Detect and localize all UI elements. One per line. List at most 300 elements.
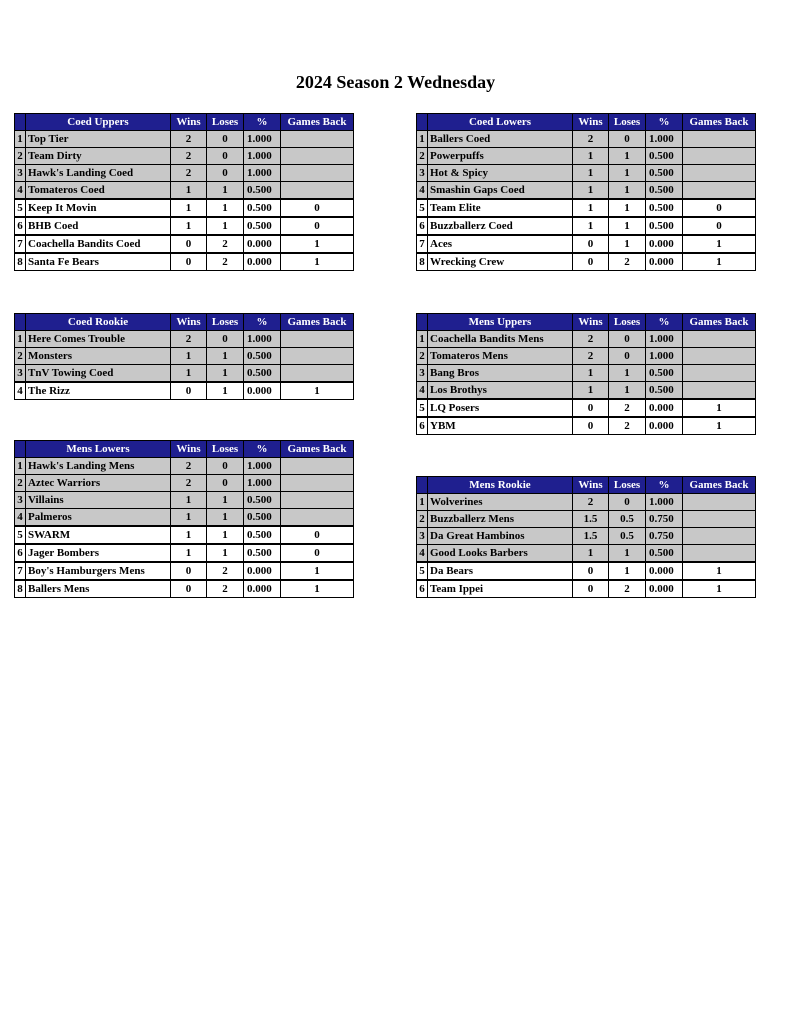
wins-cell: 1	[171, 544, 207, 562]
team-name-cell: Top Tier	[26, 131, 171, 148]
loses-cell: 2	[207, 235, 244, 253]
loses-cell: 1	[609, 182, 646, 200]
team-name-cell: Monsters	[26, 348, 171, 365]
wins-cell: 0	[573, 562, 609, 580]
wins-cell: 2	[171, 148, 207, 165]
rank-cell: 7	[15, 235, 26, 253]
rank-cell: 1	[15, 131, 26, 148]
games-back-cell: 1	[281, 235, 354, 253]
wins-cell: 0	[573, 417, 609, 435]
games-back-cell: 1	[683, 580, 756, 598]
table-row	[417, 217, 756, 235]
pct-cell: 0.000	[646, 253, 683, 271]
pct-cell: 0.000	[646, 399, 683, 417]
pct-cell: 1.000	[244, 475, 281, 492]
games-back-cell	[683, 165, 756, 182]
games-back-header: Games Back	[683, 114, 756, 131]
wins-cell: 1	[171, 365, 207, 383]
rank-header	[417, 477, 428, 494]
games-back-header: Games Back	[683, 477, 756, 494]
rank-cell: 8	[417, 253, 428, 271]
pct-cell: 0.500	[244, 199, 281, 217]
team-name-cell: Good Looks Barbers	[428, 545, 573, 563]
table-row	[15, 475, 354, 492]
mens-rookie-table	[416, 476, 756, 598]
team-name-cell: Team Dirty	[26, 148, 171, 165]
wins-cell: 1	[171, 348, 207, 365]
loses-cell: 0	[207, 475, 244, 492]
division-name: Mens Rookie	[428, 477, 573, 494]
pct-cell: 1.000	[244, 331, 281, 348]
wins-cell: 0	[573, 253, 609, 271]
pct-cell: 0.000	[646, 235, 683, 253]
loses-cell: 0	[609, 331, 646, 348]
loses-cell: 1	[609, 382, 646, 400]
rank-cell: 5	[15, 526, 26, 544]
rank-header	[15, 114, 26, 131]
team-name-cell: Team Elite	[428, 199, 573, 217]
rank-cell: 1	[417, 131, 428, 148]
wins-cell: 0	[573, 235, 609, 253]
table-row	[15, 217, 354, 235]
games-back-cell	[683, 545, 756, 563]
team-name-cell: Wolverines	[428, 494, 573, 511]
rank-cell: 3	[15, 165, 26, 182]
table-header-row	[15, 314, 354, 331]
team-name-cell: Da Great Hambinos	[428, 528, 573, 545]
rank-cell: 4	[15, 182, 26, 200]
games-back-cell	[683, 511, 756, 528]
loses-header: Loses	[207, 314, 244, 331]
games-back-cell	[281, 458, 354, 475]
games-back-header: Games Back	[281, 114, 354, 131]
rank-cell: 2	[15, 348, 26, 365]
loses-cell: 0.5	[609, 528, 646, 545]
games-back-cell	[281, 492, 354, 509]
pct-cell: 0.500	[646, 382, 683, 400]
pct-cell: 0.000	[646, 417, 683, 435]
team-name-cell: Palmeros	[26, 509, 171, 527]
rank-cell: 4	[417, 545, 428, 563]
wins-cell: 1	[573, 365, 609, 382]
rank-cell: 2	[417, 348, 428, 365]
games-back-cell: 0	[683, 217, 756, 235]
games-back-cell	[281, 331, 354, 348]
team-name-cell: Coachella Bandits Mens	[428, 331, 573, 348]
table-row	[417, 165, 756, 182]
rank-cell: 3	[417, 165, 428, 182]
rank-cell: 2	[417, 148, 428, 165]
loses-header: Loses	[609, 114, 646, 131]
games-back-cell	[683, 331, 756, 348]
games-back-header: Games Back	[281, 314, 354, 331]
games-back-cell	[683, 131, 756, 148]
games-back-cell: 1	[281, 562, 354, 580]
table-row	[417, 399, 756, 417]
loses-cell: 2	[609, 580, 646, 598]
table-row	[15, 492, 354, 509]
rank-cell: 5	[15, 199, 26, 217]
table-header-row	[15, 441, 354, 458]
team-name-cell: The Rizz	[26, 382, 171, 400]
team-name-cell: YBM	[428, 417, 573, 435]
pct-cell: 1.000	[646, 131, 683, 148]
coed-rookie-table	[14, 313, 354, 400]
rank-cell: 6	[15, 544, 26, 562]
rank-cell: 2	[417, 511, 428, 528]
loses-cell: 1	[609, 562, 646, 580]
wins-cell: 1	[573, 545, 609, 563]
table-header-row	[417, 114, 756, 131]
rank-cell: 6	[417, 580, 428, 598]
team-name-cell: SWARM	[26, 526, 171, 544]
rank-cell: 1	[15, 331, 26, 348]
team-name-cell: Da Bears	[428, 562, 573, 580]
wins-cell: 0	[171, 580, 207, 598]
loses-cell: 0	[207, 148, 244, 165]
pct-cell: 0.000	[244, 235, 281, 253]
loses-cell: 2	[207, 580, 244, 598]
games-back-cell	[683, 148, 756, 165]
rank-cell: 5	[417, 562, 428, 580]
team-name-cell: Wrecking Crew	[428, 253, 573, 271]
table-row	[417, 494, 756, 511]
mens-uppers-table	[416, 313, 756, 435]
games-back-cell	[281, 365, 354, 383]
table-row	[417, 580, 756, 598]
table-row	[417, 253, 756, 271]
games-back-cell	[683, 382, 756, 400]
loses-cell: 1	[207, 526, 244, 544]
wins-cell: 2	[171, 331, 207, 348]
rank-cell: 5	[417, 399, 428, 417]
games-back-cell: 1	[683, 399, 756, 417]
rank-header	[15, 441, 26, 458]
wins-cell: 1	[171, 492, 207, 509]
loses-cell: 1	[609, 365, 646, 382]
table-row	[15, 526, 354, 544]
team-name-cell: Coachella Bandits Coed	[26, 235, 171, 253]
table-row	[417, 182, 756, 200]
wins-cell: 1	[573, 182, 609, 200]
wins-cell: 2	[171, 458, 207, 475]
loses-cell: 2	[609, 253, 646, 271]
team-name-cell: Keep It Movin	[26, 199, 171, 217]
table-row	[417, 545, 756, 563]
rank-cell: 2	[15, 148, 26, 165]
games-back-cell	[683, 365, 756, 382]
loses-cell: 0	[207, 331, 244, 348]
table-row	[15, 580, 354, 598]
pct-cell: 1.000	[244, 165, 281, 182]
wins-cell: 2	[573, 348, 609, 365]
pct-cell: 1.000	[244, 148, 281, 165]
pct-header: %	[244, 441, 281, 458]
team-name-cell: Powerpuffs	[428, 148, 573, 165]
wins-cell: 2	[573, 331, 609, 348]
wins-cell: 2	[171, 165, 207, 182]
rank-cell: 6	[417, 417, 428, 435]
games-back-header: Games Back	[683, 314, 756, 331]
wins-cell: 1.5	[573, 511, 609, 528]
loses-cell: 2	[609, 399, 646, 417]
loses-cell: 1	[207, 199, 244, 217]
table-row	[15, 331, 354, 348]
loses-cell: 1	[609, 165, 646, 182]
table-row	[15, 562, 354, 580]
games-back-cell	[683, 348, 756, 365]
team-name-cell: Bang Bros	[428, 365, 573, 382]
wins-cell: 2	[573, 494, 609, 511]
team-name-cell: Buzzballerz Coed	[428, 217, 573, 235]
loses-cell: 2	[207, 253, 244, 271]
wins-cell: 2	[171, 131, 207, 148]
wins-cell: 0	[573, 399, 609, 417]
team-name-cell: Team Ippei	[428, 580, 573, 598]
wins-cell: 1	[573, 199, 609, 217]
loses-cell: 1	[609, 235, 646, 253]
loses-cell: 0	[609, 494, 646, 511]
pct-cell: 0.500	[244, 348, 281, 365]
team-name-cell: Tomateros Coed	[26, 182, 171, 200]
pct-header: %	[646, 314, 683, 331]
games-back-cell	[281, 348, 354, 365]
table-row	[15, 509, 354, 527]
coed-lowers-table	[416, 113, 756, 271]
table-row	[15, 348, 354, 365]
rank-cell: 2	[15, 475, 26, 492]
loses-header: Loses	[207, 441, 244, 458]
rank-cell: 3	[417, 365, 428, 382]
wins-cell: 1	[171, 182, 207, 200]
table-row	[417, 348, 756, 365]
table-row	[417, 562, 756, 580]
games-back-cell: 0	[281, 199, 354, 217]
table-row	[417, 131, 756, 148]
table-row	[417, 148, 756, 165]
games-back-cell: 1	[281, 580, 354, 598]
pct-cell: 0.500	[244, 217, 281, 235]
rank-cell: 7	[15, 562, 26, 580]
rank-cell: 3	[417, 528, 428, 545]
table-row	[15, 544, 354, 562]
wins-cell: 1	[573, 165, 609, 182]
team-name-cell: Jager Bombers	[26, 544, 171, 562]
loses-cell: 1	[609, 545, 646, 563]
rank-header	[15, 314, 26, 331]
loses-header: Loses	[609, 314, 646, 331]
team-name-cell: BHB Coed	[26, 217, 171, 235]
loses-cell: 0.5	[609, 511, 646, 528]
games-back-cell: 0	[281, 217, 354, 235]
wins-cell: 1	[171, 217, 207, 235]
loses-cell: 0	[609, 348, 646, 365]
pct-cell: 0.750	[646, 511, 683, 528]
pct-cell: 0.000	[244, 580, 281, 598]
pct-cell: 0.500	[646, 217, 683, 235]
loses-cell: 0	[207, 165, 244, 182]
table-row	[417, 331, 756, 348]
table-row	[417, 417, 756, 435]
wins-header: Wins	[573, 477, 609, 494]
team-name-cell: Santa Fe Bears	[26, 253, 171, 271]
table-row	[417, 199, 756, 217]
pct-cell: 1.000	[646, 331, 683, 348]
rank-header	[417, 314, 428, 331]
pct-cell: 1.000	[646, 348, 683, 365]
pct-cell: 0.750	[646, 528, 683, 545]
loses-header: Loses	[207, 114, 244, 131]
wins-cell: 2	[171, 475, 207, 492]
coed-uppers-table	[14, 113, 354, 271]
pct-cell: 0.500	[646, 365, 683, 382]
loses-cell: 1	[207, 348, 244, 365]
table-row	[15, 148, 354, 165]
team-name-cell: Ballers Coed	[428, 131, 573, 148]
loses-cell: 1	[609, 199, 646, 217]
wins-header: Wins	[171, 314, 207, 331]
games-back-cell	[683, 528, 756, 545]
rank-cell: 4	[417, 382, 428, 400]
pct-header: %	[244, 314, 281, 331]
pct-cell: 0.500	[646, 148, 683, 165]
loses-cell: 1	[207, 382, 244, 400]
loses-cell: 0	[207, 131, 244, 148]
wins-cell: 1	[171, 526, 207, 544]
division-name: Coed Uppers	[26, 114, 171, 131]
rank-header	[417, 114, 428, 131]
pct-cell: 0.000	[244, 253, 281, 271]
rank-cell: 1	[15, 458, 26, 475]
wins-cell: 1.5	[573, 528, 609, 545]
rank-cell: 1	[417, 494, 428, 511]
table-row	[417, 511, 756, 528]
pct-header: %	[244, 114, 281, 131]
games-back-cell: 1	[281, 253, 354, 271]
division-name: Coed Lowers	[428, 114, 573, 131]
loses-cell: 1	[609, 217, 646, 235]
loses-cell: 1	[207, 509, 244, 527]
wins-cell: 0	[573, 580, 609, 598]
team-name-cell: Buzzballerz Mens	[428, 511, 573, 528]
team-name-cell: Hot & Spicy	[428, 165, 573, 182]
pct-cell: 0.500	[244, 509, 281, 527]
games-back-cell	[281, 165, 354, 182]
games-back-cell: 1	[683, 253, 756, 271]
loses-cell: 0	[609, 131, 646, 148]
loses-cell: 0	[207, 458, 244, 475]
rank-cell: 8	[15, 580, 26, 598]
pct-cell: 0.500	[244, 365, 281, 383]
team-name-cell: Los Brothys	[428, 382, 573, 400]
rank-cell: 6	[15, 217, 26, 235]
games-back-cell: 0	[683, 199, 756, 217]
team-name-cell: Smashin Gaps Coed	[428, 182, 573, 200]
pct-cell: 0.500	[646, 182, 683, 200]
pct-cell: 0.500	[646, 165, 683, 182]
team-name-cell: Tomateros Mens	[428, 348, 573, 365]
table-row	[15, 253, 354, 271]
wins-cell: 1	[573, 382, 609, 400]
team-name-cell: LQ Posers	[428, 399, 573, 417]
pct-cell: 0.500	[646, 545, 683, 563]
rank-cell: 4	[417, 182, 428, 200]
table-row	[15, 182, 354, 200]
pct-cell: 1.000	[244, 131, 281, 148]
games-back-cell	[683, 182, 756, 200]
loses-cell: 2	[609, 417, 646, 435]
table-header-row	[417, 477, 756, 494]
games-back-cell	[281, 475, 354, 492]
table-row	[15, 458, 354, 475]
table-row	[15, 199, 354, 217]
rank-cell: 6	[417, 217, 428, 235]
rank-cell: 4	[15, 382, 26, 400]
team-name-cell: Aces	[428, 235, 573, 253]
loses-cell: 1	[207, 492, 244, 509]
wins-header: Wins	[171, 114, 207, 131]
table-header-row	[417, 314, 756, 331]
pct-cell: 0.000	[244, 382, 281, 400]
table-row	[417, 528, 756, 545]
rank-cell: 7	[417, 235, 428, 253]
loses-cell: 1	[609, 148, 646, 165]
rank-cell: 3	[15, 365, 26, 383]
wins-cell: 1	[573, 148, 609, 165]
games-back-header: Games Back	[281, 441, 354, 458]
team-name-cell: Villains	[26, 492, 171, 509]
pct-cell: 0.500	[244, 526, 281, 544]
pct-cell: 0.500	[244, 492, 281, 509]
table-row	[15, 382, 354, 400]
games-back-cell: 0	[281, 544, 354, 562]
rank-cell: 8	[15, 253, 26, 271]
games-back-cell	[281, 131, 354, 148]
table-row	[15, 365, 354, 383]
rank-cell: 1	[417, 331, 428, 348]
loses-cell: 1	[207, 182, 244, 200]
games-back-cell	[281, 509, 354, 527]
page-title: 2024 Season 2 Wednesday	[295, 72, 496, 92]
pct-header: %	[646, 477, 683, 494]
wins-header: Wins	[171, 441, 207, 458]
wins-cell: 0	[171, 253, 207, 271]
team-name-cell: Aztec Warriors	[26, 475, 171, 492]
table-row	[417, 382, 756, 400]
division-name: Mens Uppers	[428, 314, 573, 331]
team-name-cell: Here Comes Trouble	[26, 331, 171, 348]
table-row	[15, 165, 354, 182]
wins-cell: 0	[171, 382, 207, 400]
pct-cell: 0.500	[646, 199, 683, 217]
games-back-cell	[281, 148, 354, 165]
team-name-cell: Boy's Hamburgers Mens	[26, 562, 171, 580]
loses-cell: 2	[207, 562, 244, 580]
wins-cell: 2	[573, 131, 609, 148]
division-name: Coed Rookie	[26, 314, 171, 331]
team-name-cell: Ballers Mens	[26, 580, 171, 598]
games-back-cell: 1	[281, 382, 354, 400]
mens-lowers-table	[14, 440, 354, 598]
wins-header: Wins	[573, 114, 609, 131]
team-name-cell: Hawk's Landing Coed	[26, 165, 171, 182]
games-back-cell: 1	[683, 235, 756, 253]
table-row	[15, 235, 354, 253]
pct-cell: 0.000	[244, 562, 281, 580]
games-back-cell: 1	[683, 417, 756, 435]
table-header-row	[15, 114, 354, 131]
games-back-cell	[683, 494, 756, 511]
